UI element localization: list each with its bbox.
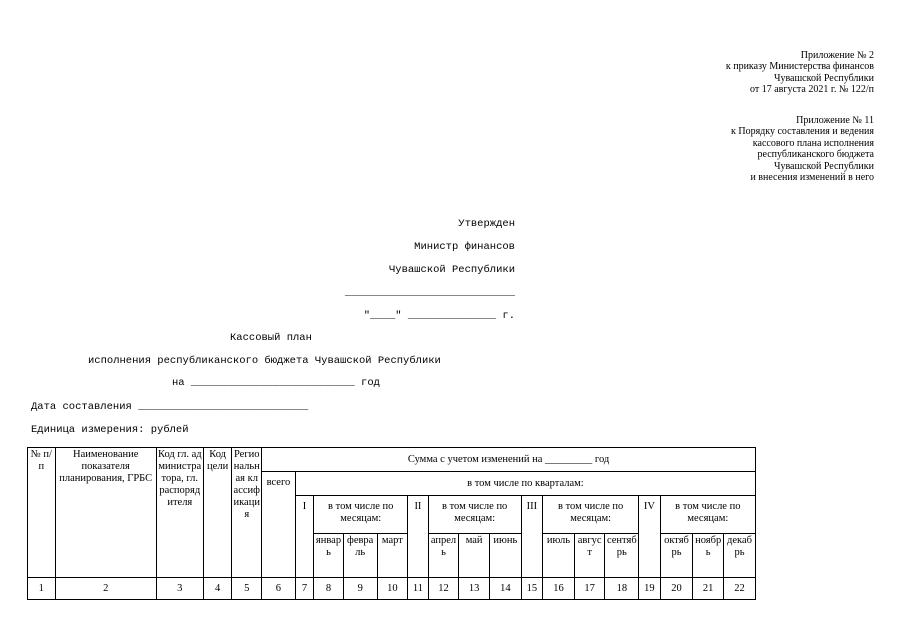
appendix-2-line: и внесения изменений в него [750, 172, 874, 184]
column-number: 2 [55, 578, 156, 600]
column-number: 12 [428, 578, 459, 600]
approved-position: Министр финансов [414, 241, 515, 253]
cash-plan-table [27, 447, 756, 600]
appendix-2-line: Чувашской Республики [773, 160, 874, 172]
column-number: 18 [605, 578, 639, 600]
approved-position-org: Чувашской Республики [388, 264, 515, 276]
header-quarter-4: IV [639, 496, 660, 578]
header-quarter-1: I [295, 496, 313, 578]
document-title: Кассовый план [230, 332, 312, 344]
appendix-2 [731, 115, 874, 183]
header-col-name: Наименование показателя планирования, ГРБС [55, 448, 156, 578]
column-number: 5 [232, 578, 262, 600]
appendix-1 [726, 50, 874, 96]
header-col-goal: Код цели [203, 448, 232, 578]
header-month: сентябрь [605, 534, 639, 578]
column-number: 1 [28, 578, 56, 600]
appendix-2-line: Приложение № 11 [796, 115, 874, 126]
appendix-1-line: Приложение № 2 [800, 50, 874, 61]
header-by-months: в том числе по месяцам: [428, 496, 521, 534]
header-month: ноябрь [693, 534, 724, 578]
signature-line: ___________________________ [344, 287, 515, 299]
header-by-quarters: в том числе по кварталам: [295, 472, 755, 496]
header-month: июль [543, 534, 575, 578]
header-month: август [574, 534, 605, 578]
column-number: 19 [639, 578, 660, 600]
header-month: июнь [489, 534, 521, 578]
header-month: апрель [428, 534, 459, 578]
approved-title: Утвержден [458, 218, 515, 230]
header-quarter-2: II [408, 496, 428, 578]
column-number: 20 [660, 578, 693, 600]
column-number: 11 [408, 578, 428, 600]
column-number: 10 [377, 578, 408, 600]
header-col-no: № п/п [28, 448, 56, 578]
header-quarter-3: III [521, 496, 542, 578]
header-by-months: в том числе по месяцам: [543, 496, 639, 534]
header-month: февраль [343, 534, 377, 578]
column-number: 7 [295, 578, 313, 600]
header-by-months: в том числе по месяцам: [660, 496, 755, 534]
header-by-months: в том числе по месяцам: [314, 496, 408, 534]
column-number: 15 [521, 578, 542, 600]
column-number: 4 [203, 578, 232, 600]
appendix-2-line: к Порядку составления и ведения [730, 126, 874, 138]
column-number: 3 [156, 578, 203, 600]
header-month: декабрь [724, 534, 756, 578]
appendix-1-line: от 17 августа 2021 г. № 122/п [749, 84, 874, 96]
document-subtitle: исполнения республиканского бюджета Чувашской Республики [88, 355, 441, 367]
header-total: всего [262, 472, 296, 578]
plan-year-line: на __________________________ год [172, 377, 380, 389]
column-number: 16 [543, 578, 575, 600]
header-col-admin: Код гл. администратора, гл. распорядителя [156, 448, 203, 578]
column-number: 9 [343, 578, 377, 600]
column-number: 21 [693, 578, 724, 600]
appendix-1-line: к приказу Министерства финансов [725, 61, 874, 73]
column-number: 8 [314, 578, 344, 600]
unit-of-measure: Единица измерения: рублей [31, 424, 189, 436]
appendix-1-line: Чувашской Республики [773, 72, 874, 84]
column-number: 14 [489, 578, 521, 600]
approval-date-line: "____" ______________ г. [363, 310, 515, 322]
appendix-2-line: республиканского бюджета [757, 149, 874, 161]
header-col-region: Региональная классификация [232, 448, 262, 578]
header-sum: Сумма с учетом изменений на _________ год [262, 448, 756, 472]
appendix-2-line: кассового плана исполнения [752, 137, 874, 149]
header-month: январь [314, 534, 344, 578]
column-number: 22 [724, 578, 756, 600]
column-number: 17 [574, 578, 605, 600]
column-number: 6 [262, 578, 296, 600]
header-month: май [459, 534, 490, 578]
header-month: октябрь [660, 534, 693, 578]
column-number: 13 [459, 578, 490, 600]
header-month: март [377, 534, 408, 578]
date-compiled: Дата составления ___________________________ [31, 401, 309, 413]
column-number-row [28, 578, 756, 600]
